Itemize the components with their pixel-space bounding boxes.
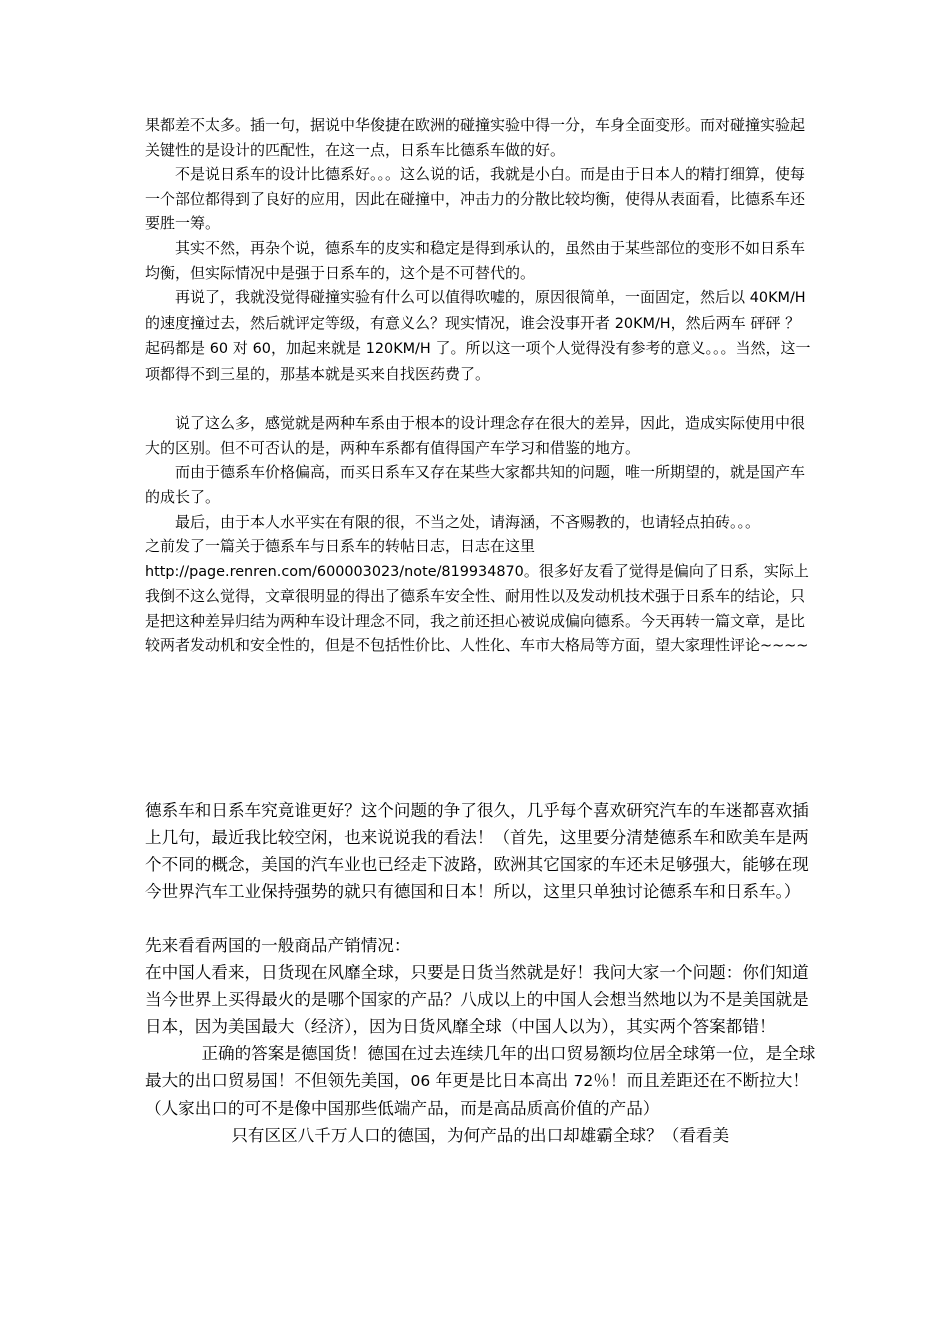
text-run: 。很多好友看了觉得是偏向了日系，实际上我倒不这么觉得，文章很明显的得出了德系车安全性、耐用性以及发动机技术强于日系车的结论，只是把这种差异归结为两种车设计理念不同，我之前还担心被说成偏向德系。今天再转一篇文章，是比较两者发动机和安全性的，但是不包括性价比、人性化、车市大格局等方面，望大家理性评论 (145, 561, 809, 655)
paragraph (145, 559, 815, 659)
number-run: 60 (252, 341, 271, 358)
text-run: 年更是比日本高出 (430, 1071, 574, 1090)
text-run: 再说了，我就没觉得碰撞实验有什么可以值得吹嘘的，原因很简单，一面固定，然后以 (175, 288, 750, 307)
number-run: 120KM/H (365, 341, 431, 358)
paragraph: 德系车和日系车究竟谁更好？这个问题的争了很久，几乎每个喜欢研究汽车的车迷都喜欢插上几句，最近我比较空闲，也来说说我的看法！（首先，这里要分清楚德系车和欧美车是两个不同的概念，美国的汽车业也已经走下波路，欧洲其它国家的车还未足够强大，能够在现今世界汽车工业保持强势的就只有德国和日本！所以，这里只单独讨论德系车和日系车。） (145, 801, 809, 901)
blank-line (145, 905, 817, 932)
text-run: ，加起来就是 (270, 339, 366, 358)
article-section-1 (145, 113, 815, 659)
text-run: ％！而且差距还在不断拉大！（人家出口的可不是像中国那些低端产品，而是高品质高价值的产品） (145, 1071, 809, 1118)
paragraph: 先来看看两国的一般商品产销情况： (145, 936, 411, 955)
paragraph: 而由于德系车价格偏高，而买日系车又存在某些大家都共知的问题，唯一所期望的，就是国产车的成长了。 (145, 463, 806, 506)
number-run: 72 (573, 1072, 594, 1090)
number-run: 40KM/H (749, 290, 806, 307)
text-run: 正确的答案是德国货！德国在过去连续几年的出口贸易额均位居全球第一位，是全球最大的出口贸易国！不但领先美国， (145, 1044, 816, 1090)
blank-line (145, 387, 815, 412)
paragraph: 之前发了一篇关于德系车与日系车的转帖日志，日志在这里 (145, 537, 536, 556)
article-section-2 (145, 797, 817, 1149)
paragraph: 不是说日系车的设计比德系好。。。这么说的话，我就是小白。而是由于日本人的精打细算，使每一个部位都得到了良好的应用，因此在碰撞中，冲击力的分散比较均衡，使得从表面看，比德系车还要胜一筹。 (145, 165, 806, 233)
paragraph (145, 1040, 817, 1122)
paragraph: 最后，由于本人水平实在有限的很，不当之处，请海涵，不吝赐教的，也请轻点拍砖。。。 (175, 512, 761, 531)
paragraph: 只有区区八千万人口的德国，为何产品的出口却雄霸全球？（看看美 (231, 1126, 730, 1145)
text-run: 了。所以这一项个人觉得没有参考的意义。。。当然，这一项都得不到三星的，那基本就是买来自找医药费了。 (145, 339, 811, 383)
text-run: 对 (228, 339, 253, 358)
note-link[interactable]: http://page.renren.com/600003023/note/819934870 (145, 563, 524, 580)
paragraph: 在中国人看来，日货现在风靡全球，只要是日货当然就是好！我问大家一个问题：你们知道当今世界上买得最火的是哪个国家的产品？八成以上的中国人会想当然地以为不是美国就是日本，因为美国最大（经济），因为日货风靡全球（中国人以为），其实两个答案都错！ (145, 963, 809, 1036)
paragraph: 其实不然，再杂个说，德系车的皮实和稳定是得到承认的，虽然由于某些部位的变形不如日系车均衡，但实际情况中是强于日系车的，这个是不可替代的。 (145, 238, 806, 282)
number-run: 06 (410, 1072, 431, 1090)
number-run: 60 (209, 341, 229, 358)
text-run: 的速度撞过去，然后就评定等级，有意义么？现实情况，谁会没事开者 (145, 313, 615, 332)
number-run: 20KM/H (614, 315, 671, 332)
text-run: ，然后两车 砰砰 ？起码都是 (145, 313, 801, 358)
paragraph: 果都差不太多。插一句，据说中华俊捷在欧洲的碰撞实验中得一分，车身全面变形。而对碰撞实验起关键性的是设计的匹配性，在这一点，日系车比德系车做的好。 (145, 116, 806, 159)
paragraph (145, 285, 815, 386)
paragraph: 说了这么多，感觉就是两种车系由于根本的设计理念存在很大的差异，因此，造成实际使用中很大的区别。但不可否认的是，两种车系都有值得国产车学习和借鉴的地方。 (145, 414, 806, 457)
text-run: ~~~~ (760, 638, 809, 655)
